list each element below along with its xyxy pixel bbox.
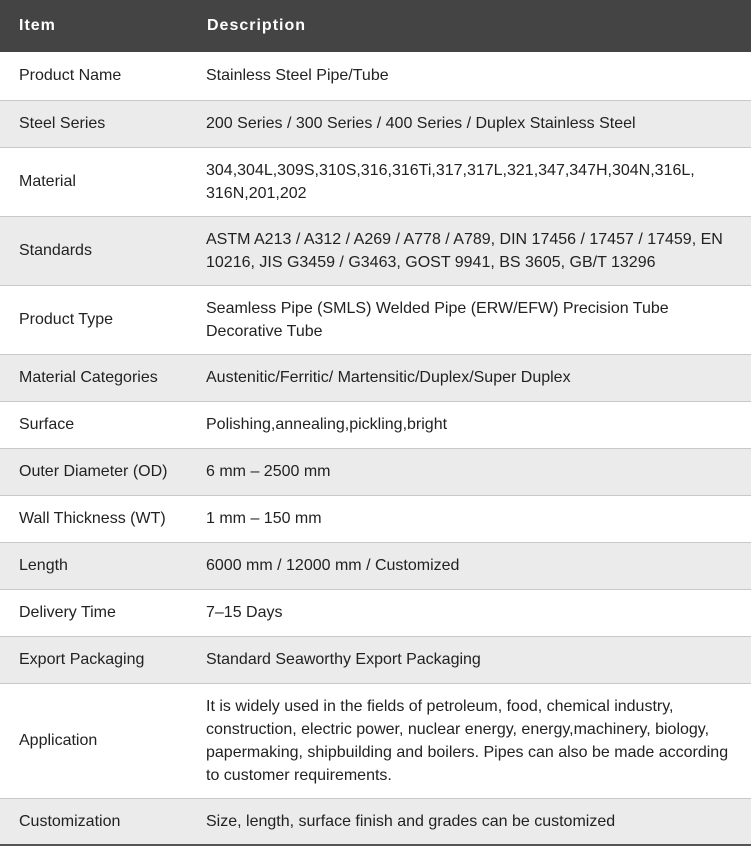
row-value: 6000 mm / 12000 mm / Customized (188, 542, 751, 589)
row-value: Seamless Pipe (SMLS) Welded Pipe (ERW/EFW) Precision Tube Decorative Tube (188, 285, 751, 354)
table-row (0, 636, 751, 683)
row-value: 7–15 Days (188, 589, 751, 636)
row-label: Customization (0, 798, 188, 845)
table-row (0, 401, 751, 448)
row-value: Size, length, surface finish and grades can be customized (188, 798, 751, 845)
row-value: Austenitic/Ferritic/ Martensitic/Duplex/Super Duplex (188, 354, 751, 401)
row-label: Wall Thickness (WT) (0, 495, 188, 542)
row-label: Export Packaging (0, 636, 188, 683)
row-label: Material (0, 147, 188, 216)
row-label: Material Categories (0, 354, 188, 401)
column-header-item: Item (0, 0, 188, 52)
table-header-row (0, 0, 751, 52)
table-row (0, 589, 751, 636)
row-label: Product Type (0, 285, 188, 354)
table-row (0, 216, 751, 285)
row-value: 6 mm – 2500 mm (188, 448, 751, 495)
row-label: Outer Diameter (OD) (0, 448, 188, 495)
row-value: 304,304L,309S,310S,316,316Ti,317,317L,321,347,347H,304N,316L, 316N,201,202 (188, 147, 751, 216)
table-row (0, 448, 751, 495)
row-value: 1 mm – 150 mm (188, 495, 751, 542)
column-header-description: Description (188, 0, 751, 52)
table-row (0, 147, 751, 216)
table-row (0, 798, 751, 845)
table-row (0, 495, 751, 542)
table-row (0, 100, 751, 147)
row-label: Delivery Time (0, 589, 188, 636)
row-label: Steel Series (0, 100, 188, 147)
table-row (0, 542, 751, 589)
row-label: Surface (0, 401, 188, 448)
table-row (0, 683, 751, 798)
table-row (0, 52, 751, 100)
row-value: Stainless Steel Pipe/Tube (188, 52, 751, 100)
row-value: ASTM A213 / A312 / A269 / A778 / A789, DIN 17456 / 17457 / 17459, EN 10216, JIS G3459 / G3463, GOST 9941, BS 3605, GB/T 13296 (188, 216, 751, 285)
row-label: Application (0, 683, 188, 798)
table-row (0, 285, 751, 354)
row-label: Standards (0, 216, 188, 285)
row-label: Product Name (0, 52, 188, 100)
table-row (0, 354, 751, 401)
row-label: Length (0, 542, 188, 589)
row-value: It is widely used in the fields of petroleum, food, chemical industry, construction, electric power, nuclear energy, energy,machinery, biology, papermaking, shipbuilding and boilers. Pipes can also be made according to customer requirements. (188, 683, 751, 798)
row-value: 200 Series / 300 Series / 400 Series / Duplex Stainless Steel (188, 100, 751, 147)
row-value: Standard Seaworthy Export Packaging (188, 636, 751, 683)
row-value: Polishing,annealing,pickling,bright (188, 401, 751, 448)
